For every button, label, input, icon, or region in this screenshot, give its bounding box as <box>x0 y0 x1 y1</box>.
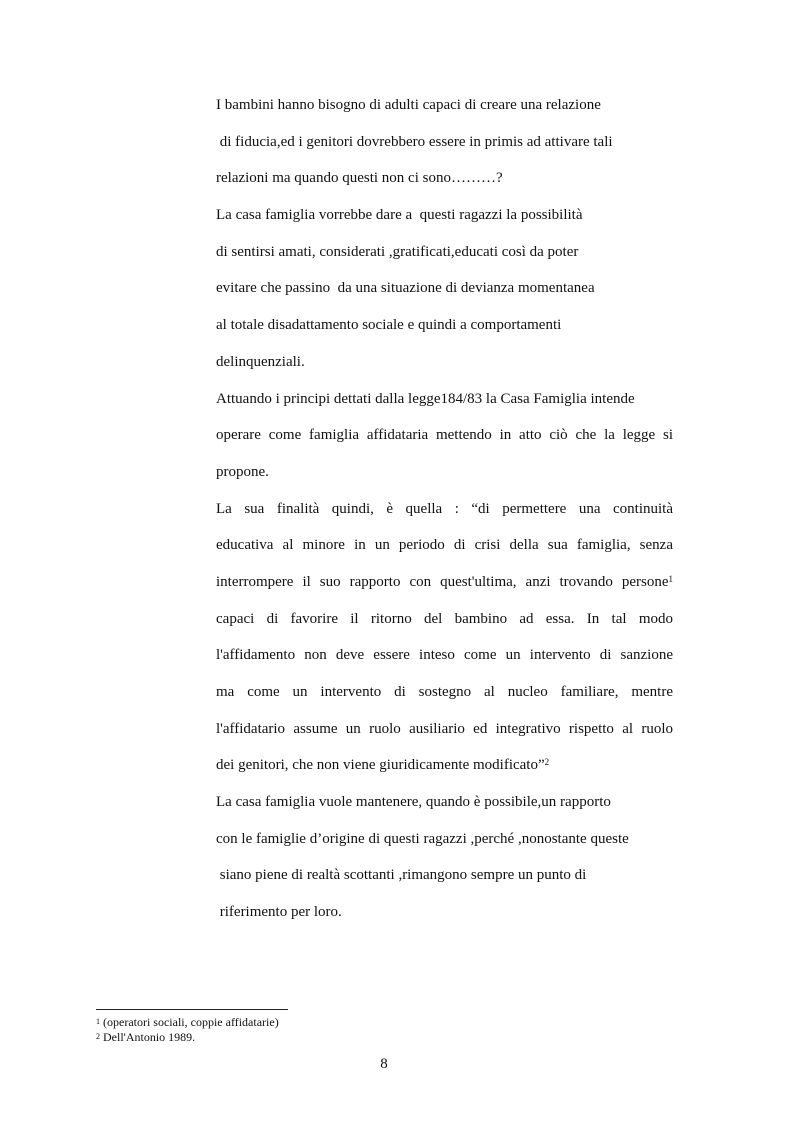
text-line-22: siano piene di realtà scottanti ,rimangono sempre un punto di <box>216 867 587 884</box>
footnote-mark-1: 1 <box>96 1017 100 1026</box>
footnote-1: $^1$ (operatori sociali, coppie affidatarie) <box>96 1015 279 1029</box>
text-line-1: I bambini hanno bisogno di adulti capaci di creare una relazione <box>216 97 601 113</box>
body-text <box>216 92 673 936</box>
text-line-3: relazioni ma quando questi non ci sono………? <box>216 170 503 187</box>
text-line-4: La casa famiglia vorrebbe dare a questi ragazzi la possibilità <box>216 207 583 224</box>
text-line-20: La casa famiglia vuole mantenere, quando è possibile,un rapporto <box>216 794 611 811</box>
footnote-separator <box>96 1009 288 1010</box>
footnote-2: $^2$ Dell'Antonio 1989. <box>96 1030 196 1044</box>
text-line-16: l'affidamento non deve essere inteso come un intervento di sanzione <box>216 647 673 664</box>
text-line-9: Attuando i principi dettati dalla legge184/83 la Casa Famiglia intende <box>216 390 635 407</box>
text-line-13: educativa al minore in un periodo di crisi della sua famiglia, senza <box>216 537 673 554</box>
text-line-23: riferimento per loro. <box>216 904 342 921</box>
text-line-7: al totale disadattamento sociale e quindi a comportamenti <box>216 317 562 334</box>
text-line-19: dei genitori, che non viene giuridicamente modificato”$^2$ <box>216 757 550 774</box>
text-line-8: delinquenziali. <box>216 353 305 370</box>
footnotes <box>96 1015 496 1045</box>
text-line-18: l'affidatario assume un ruolo ausiliario ed integrativo rispetto al ruolo <box>216 720 673 737</box>
text-line-2: di fiducia,ed i genitori dovrebbero essere in primis ad attivare tali <box>216 133 613 150</box>
footnote-mark-2: 2 <box>96 1032 100 1041</box>
text-line-15: capaci di favorire il ritorno del bambino ad essa. In tal modo <box>216 610 673 627</box>
text-line-12: La sua finalità quindi, è quella : “di permettere una continuità <box>216 500 673 517</box>
text-line-17: ma come un intervento di sostegno al nucleo familiare, mentre <box>216 684 673 700</box>
text-line-14: interrompere il suo rapporto con quest'ultima, anzi trovando persone$^1$ <box>216 573 673 590</box>
text-line-11: propone. <box>216 463 269 480</box>
text-line-6: evitare che passino da una situazione di devianza momentanea <box>216 280 595 297</box>
footnote-ref-2: 2 <box>544 757 550 768</box>
page-number: 8 <box>380 1056 388 1072</box>
text-line-5: di sentirsi amati, considerati ,gratificati,educati così da poter <box>216 243 579 260</box>
text-line-21: con le famiglie d’origine di questi ragazzi ,perché ,nonostante queste <box>216 830 629 847</box>
text-line-10: operare come famiglia affidataria mettendo in atto ciò che la legge si <box>216 427 673 444</box>
footnote-ref-1: 1 <box>668 573 673 584</box>
